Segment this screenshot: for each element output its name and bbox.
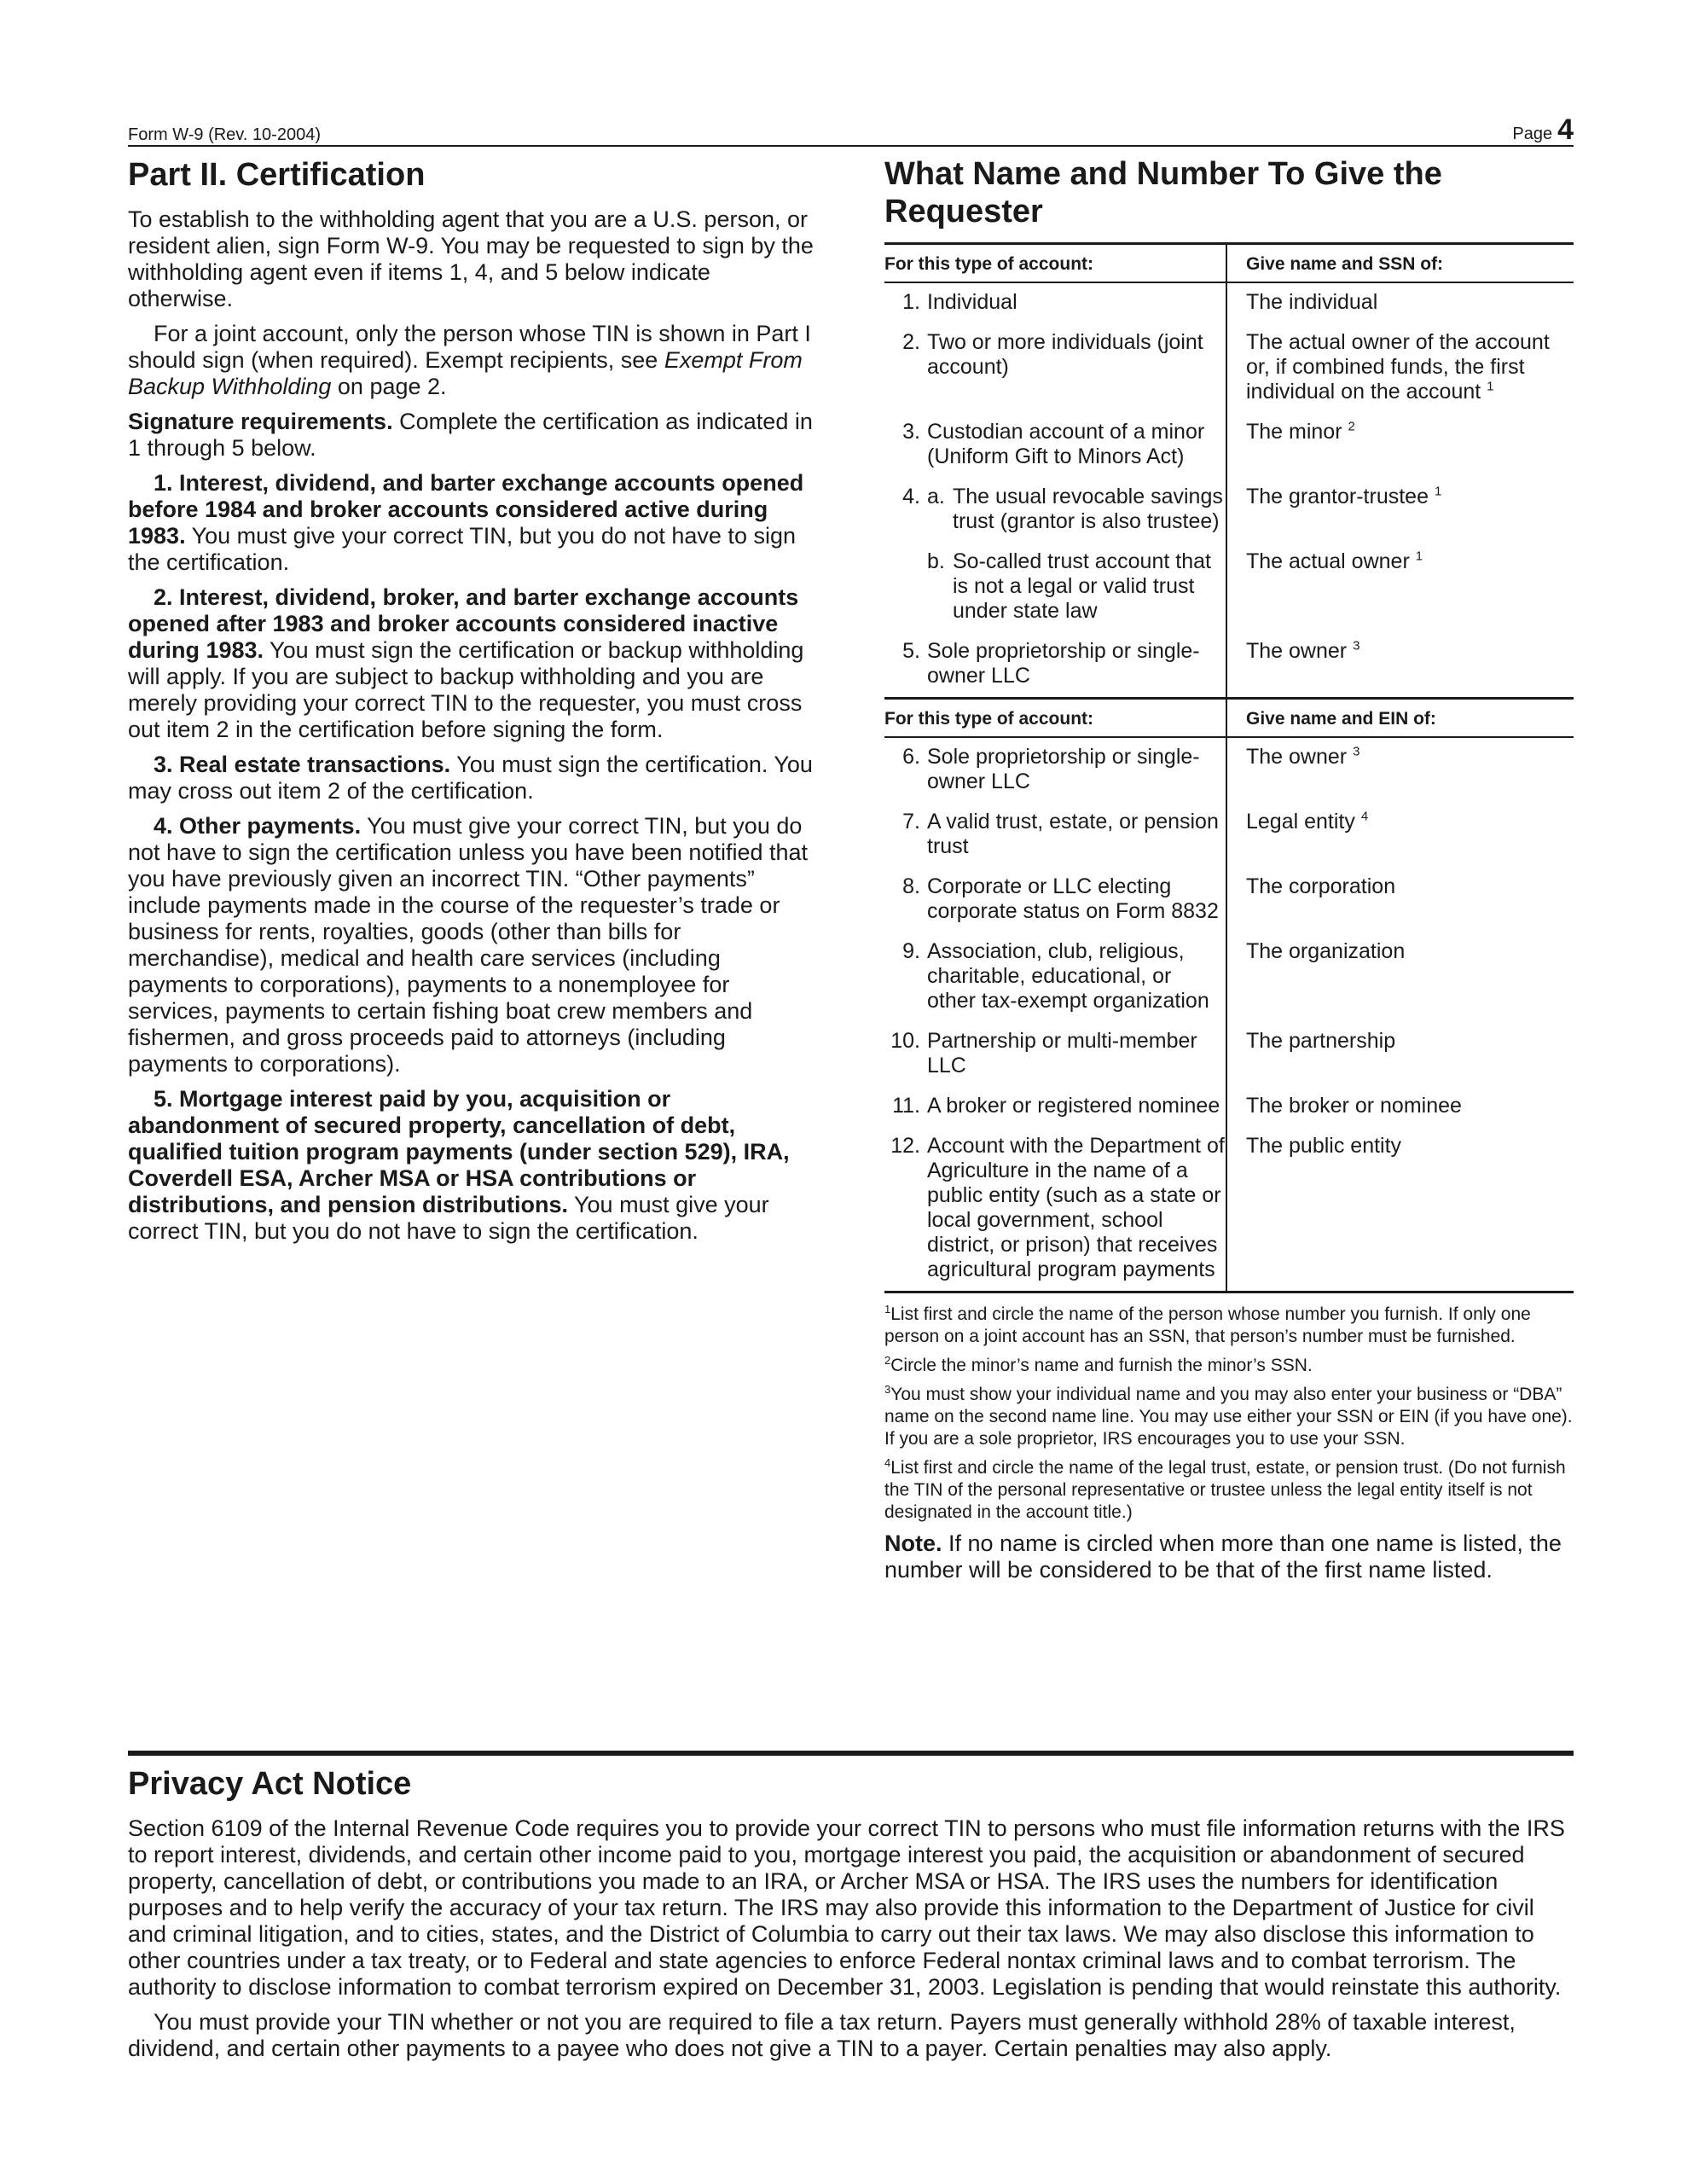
table-row bbox=[884, 737, 1574, 803]
note bbox=[884, 1531, 1574, 1583]
table-row bbox=[884, 543, 1574, 632]
account-type-text: The usual revocable savings trust (grantor is also trustee) bbox=[953, 485, 1223, 533]
footnote-ref: 1 bbox=[1415, 549, 1423, 564]
footnote bbox=[884, 1355, 1574, 1377]
give-name-cell bbox=[1226, 632, 1574, 699]
give-name-text: The corporation bbox=[1246, 874, 1396, 898]
requirement-4-heading: 4. Other payments. bbox=[154, 813, 362, 839]
ein-header-account-type: For this type of account: bbox=[884, 699, 1226, 738]
footnote-text: List first and circle the name of the person whose number you furnish. If only one person on a joint account has an SSN, that person’s number must be furnished. bbox=[884, 1304, 1531, 1346]
ssn-header-row bbox=[884, 244, 1574, 283]
joint-account-text: For a joint account, only the person whose TIN is shown in Part I should sign (when required). Exempt recipients, see bbox=[128, 321, 811, 373]
give-name-cell bbox=[1226, 543, 1574, 632]
table-row bbox=[884, 323, 1574, 413]
signature-requirements-heading: Signature requirements. bbox=[128, 409, 393, 434]
ein-header-give: Give name and EIN of: bbox=[1226, 699, 1574, 738]
table-row bbox=[884, 632, 1574, 699]
item-number: 2. bbox=[902, 330, 920, 354]
footnote-text: Circle the minor’s name and furnish the minor’s SSN. bbox=[890, 1356, 1313, 1375]
privacy-paragraph-1: Section 6109 of the Internal Revenue Code requires you to provide your correct TIN to persons who must file information returns with the IRS to report interest, dividends, and certain other income paid to you, mortgage interest you paid, the acquisition or abandonment of secured property, cancellation of debt, or contributions you made to an IRA, or Archer MSA or HSA. The IRS uses the numbers for identification purposes and to help verify the accuracy of your tax return. The IRS may also provide this information to the Department of Justice for civil and criminal litigation, and to cities, states, and the District of Columbia to carry out their tax laws. We may also disclose this information to other countries under a tax treaty, or to Federal and state agencies to enforce Federal nontax criminal laws and to combat terrorism. The authority to disclose information to combat terrorism expired on December 31, 2003. Legislation is pending that would reinstate this authority. bbox=[128, 1815, 1565, 2000]
requirement-2-text: You must sign the certification or backup withholding will apply. If you are subject to backup withholding and you are merely providing your correct TIN to the requester, you must cross out item 2 in the certification before signing the form. bbox=[128, 637, 804, 742]
account-type-cell bbox=[884, 478, 1226, 543]
give-name-text: The organization bbox=[1246, 939, 1406, 963]
certification-column bbox=[128, 155, 819, 1253]
item-number: 11. bbox=[892, 1094, 920, 1118]
account-type-cell bbox=[884, 632, 1226, 699]
item-number: 3. bbox=[902, 420, 920, 444]
account-type-text: Association, club, religious, charitable, educational, or other tax-exempt organization bbox=[927, 939, 1209, 1013]
give-name-text: The actual owner bbox=[1246, 549, 1410, 573]
requirement-4-text: You must give your correct TIN, but you do not have to sign the certification unless you have been notified that you have previously given an incorrect TIN. “Other payments” include payments made in the course of the requester’s trade or business for rents, royalties, goods (other than bills for merchandise), medical and health care services (including payments to corporations), payments to a nonemployee for services, payments to certain fishing boat crew members and fishermen, and gross proceeds paid to attorneys (including payments to corporations). bbox=[128, 813, 809, 1077]
account-type-item bbox=[884, 810, 1226, 859]
table-row bbox=[884, 478, 1574, 543]
footnote bbox=[884, 1304, 1574, 1348]
footnote bbox=[884, 1384, 1574, 1450]
page-reference: on page 2. bbox=[331, 374, 447, 399]
item-sub-number: b. bbox=[927, 549, 945, 573]
account-type-text: Individual bbox=[927, 290, 1017, 314]
give-name-cell bbox=[1226, 932, 1574, 1022]
ssn-header-account-type: For this type of account: bbox=[884, 244, 1226, 283]
table-row bbox=[884, 803, 1574, 868]
item-number bbox=[884, 549, 927, 624]
item-number: 12. bbox=[890, 1134, 920, 1158]
requirement-5-heading: 5. Mortgage interest paid by you, acquisition or abandonment of secured property, cancellation of debt, qualified tuition program payments (under section 529), IRA, Coverdell ESA, Archer MSA or HSA contributions or distributions, and pension distributions. bbox=[128, 1086, 790, 1217]
ein-header-row bbox=[884, 699, 1574, 738]
table-row bbox=[884, 932, 1574, 1022]
name-number-title: What Name and Number To Give the Requester bbox=[884, 156, 1442, 229]
account-type-text: So-called trust account that is not a legal or valid trust under state law bbox=[953, 549, 1211, 623]
footnote-ref: 2 bbox=[1348, 419, 1355, 434]
account-type-cell bbox=[884, 803, 1226, 868]
table-row bbox=[884, 413, 1574, 478]
give-name-text: The individual bbox=[1246, 290, 1378, 314]
account-type-item bbox=[884, 1134, 1226, 1282]
account-type-item bbox=[884, 290, 1226, 315]
account-type-cell bbox=[884, 868, 1226, 932]
account-type-cell bbox=[884, 737, 1226, 803]
item-number: 6. bbox=[902, 745, 920, 769]
give-name-text: The owner bbox=[1246, 745, 1348, 769]
give-name-text: The broker or nominee bbox=[1246, 1094, 1462, 1118]
requirement-item-2 bbox=[128, 584, 819, 743]
footnote-ref: 1 bbox=[1434, 484, 1442, 499]
header-rule bbox=[128, 145, 1574, 147]
account-type-cell bbox=[884, 932, 1226, 1022]
name-number-column bbox=[884, 155, 1574, 1583]
requirement-item-5 bbox=[128, 1086, 819, 1245]
page-label: Page bbox=[1512, 125, 1553, 143]
requirement-3-text: You must sign the certification. You may cross out item 2 of the certification. bbox=[128, 752, 813, 804]
account-type-text: Account with the Department of Agriculture in the name of a public entity (such as a state or local government, school district, or prison) that receives agricultural program payments bbox=[927, 1134, 1225, 1281]
footnote-ref: 4 bbox=[1360, 809, 1369, 824]
footnote-mark: 3 bbox=[884, 1383, 891, 1396]
ein-rows bbox=[884, 737, 1574, 1292]
give-name-text: The public entity bbox=[1246, 1134, 1402, 1158]
requirement-5-text: You must give your correct TIN, but you do not have to sign the certification. bbox=[128, 1192, 769, 1244]
give-name-cell bbox=[1226, 1022, 1574, 1087]
account-type-item bbox=[884, 1029, 1226, 1078]
item-number: 7. bbox=[902, 810, 920, 834]
requirement-1-heading: 1. Interest, dividend, and barter exchange accounts opened before 1984 and broker accounts considered active during 1983. bbox=[128, 470, 804, 549]
account-type-cell bbox=[884, 282, 1226, 323]
account-type-item bbox=[884, 549, 1226, 624]
account-type-item bbox=[884, 639, 1226, 688]
account-type-item bbox=[884, 420, 1226, 469]
item-sub-number: a. bbox=[927, 485, 945, 508]
page-header bbox=[128, 114, 1574, 147]
section-divider bbox=[128, 1751, 1574, 1756]
give-name-cell bbox=[1226, 282, 1574, 323]
note-text: If no name is circled when more than one name is listed, the number will be considered to be that of the first name listed. bbox=[884, 1531, 1562, 1583]
exempt-reference: Exempt From Backup Withholding bbox=[128, 347, 803, 399]
footnote-mark: 2 bbox=[884, 1354, 891, 1367]
give-name-cell bbox=[1226, 1127, 1574, 1292]
privacy-section bbox=[128, 1764, 1574, 2071]
footnotes bbox=[884, 1304, 1574, 1524]
give-name-cell bbox=[1226, 413, 1574, 478]
account-type-item bbox=[884, 1094, 1226, 1118]
account-type-text: Corporate or LLC electing corporate status on Form 8832 bbox=[927, 874, 1219, 923]
page-indicator bbox=[1512, 113, 1574, 147]
signature-requirements-text: Complete the certification as indicated in 1 through 5 below. bbox=[128, 409, 813, 461]
account-table bbox=[884, 242, 1574, 1293]
requirement-item-1 bbox=[128, 470, 819, 576]
table-row bbox=[884, 1087, 1574, 1127]
account-type-cell bbox=[884, 1022, 1226, 1087]
table-row bbox=[884, 868, 1574, 932]
table-row bbox=[884, 282, 1574, 323]
account-type-item bbox=[884, 485, 1226, 534]
joint-account-paragraph bbox=[128, 321, 819, 400]
account-type-text: Partnership or multi-member LLC bbox=[927, 1029, 1197, 1077]
account-type-item bbox=[884, 939, 1226, 1014]
account-type-item bbox=[884, 330, 1226, 380]
footnote-mark: 4 bbox=[884, 1456, 891, 1469]
item-number: 1. bbox=[902, 290, 920, 314]
account-type-cell bbox=[884, 543, 1226, 632]
give-name-text: The actual owner of the account or, if combined funds, the first individual on the account bbox=[1246, 330, 1550, 404]
account-type-text: A valid trust, estate, or pension trust bbox=[927, 810, 1219, 858]
account-type-cell bbox=[884, 413, 1226, 478]
give-name-text: The partnership bbox=[1246, 1029, 1396, 1053]
give-name-cell bbox=[1226, 737, 1574, 803]
privacy-paragraph-2: You must provide your TIN whether or not you are required to file a tax return. Payers must generally withhold 28% of taxable interest, dividend, and certain other payments to a payee who does not give a TIN to a payer. Certain penalties may also apply. bbox=[128, 2009, 1516, 2061]
footnote-mark: 1 bbox=[884, 1303, 891, 1316]
table-row bbox=[884, 1022, 1574, 1087]
account-type-text: A broker or registered nominee bbox=[927, 1094, 1220, 1118]
item-number: 4. bbox=[902, 485, 920, 508]
footnote-text: You must show your individual name and you may also enter your business or “DBA” name on the second name line. You may use either your SSN or EIN (if you have one). If you are a sole proprietor, IRS encourages you to use your SSN. bbox=[884, 1385, 1573, 1449]
give-name-text: The owner bbox=[1246, 639, 1348, 663]
item-number: 9. bbox=[902, 939, 920, 963]
account-type-text: Sole proprietorship or single-owner LLC bbox=[927, 745, 1200, 793]
certification-title: Part II. Certification bbox=[128, 157, 426, 193]
give-name-cell bbox=[1226, 868, 1574, 932]
give-name-text: The grantor-trustee bbox=[1246, 485, 1429, 508]
requirement-item-4 bbox=[128, 813, 819, 1077]
give-name-text: Legal entity bbox=[1246, 810, 1355, 834]
requirement-1-text: You must give your correct TIN, but you do not have to sign the certification. bbox=[128, 523, 796, 575]
account-type-text: Sole proprietorship or single-owner LLC bbox=[927, 639, 1200, 688]
privacy-title: Privacy Act Notice bbox=[128, 1766, 412, 1802]
account-type-text: Custodian account of a minor (Uniform Gift to Minors Act) bbox=[927, 420, 1205, 468]
requirement-item-3 bbox=[128, 752, 819, 804]
account-type-item bbox=[884, 874, 1226, 924]
item-number: 10. bbox=[890, 1029, 920, 1053]
give-name-cell bbox=[1226, 478, 1574, 543]
ssn-rows bbox=[884, 282, 1574, 699]
account-type-cell bbox=[884, 1127, 1226, 1292]
account-type-cell bbox=[884, 323, 1226, 413]
requirement-2-heading: 2. Interest, dividend, broker, and barter exchange accounts opened after 1983 and broker accounts considered inactive during 1983. bbox=[128, 584, 799, 663]
requirement-3-heading: 3. Real estate transactions. bbox=[154, 752, 451, 777]
give-name-text: The minor bbox=[1246, 420, 1342, 444]
account-type-cell bbox=[884, 1087, 1226, 1127]
footnote-ref: 3 bbox=[1353, 638, 1360, 653]
certification-intro: To establish to the withholding agent that you are a U.S. person, or resident alien, sign Form W-9. You may be requested to sign by the withholding agent even if items 1, 4, and 5 below indicate otherwise. bbox=[128, 206, 814, 311]
page-number: 4 bbox=[1557, 113, 1574, 146]
table-row bbox=[884, 1127, 1574, 1292]
give-name-cell bbox=[1226, 1087, 1574, 1127]
footnote bbox=[884, 1457, 1574, 1524]
footnote-ref: 1 bbox=[1487, 379, 1494, 394]
note-label: Note. bbox=[884, 1531, 942, 1556]
footnote-ref: 3 bbox=[1353, 744, 1360, 759]
account-type-item bbox=[884, 745, 1226, 794]
form-id: Form W-9 (Rev. 10-2004) bbox=[128, 125, 321, 144]
item-number: 8. bbox=[902, 874, 920, 898]
footnote-text: List first and circle the name of the legal trust, estate, or pension trust. (Do not furnish the TIN of the personal representative or trustee unless the legal entity itself is not designated in the account title.) bbox=[884, 1458, 1566, 1522]
account-type-text: Two or more individuals (joint account) bbox=[927, 330, 1203, 379]
give-name-cell bbox=[1226, 323, 1574, 413]
give-name-cell bbox=[1226, 803, 1574, 868]
item-number: 5. bbox=[902, 639, 920, 663]
ssn-header-give: Give name and SSN of: bbox=[1226, 244, 1574, 283]
signature-requirements bbox=[128, 409, 819, 462]
